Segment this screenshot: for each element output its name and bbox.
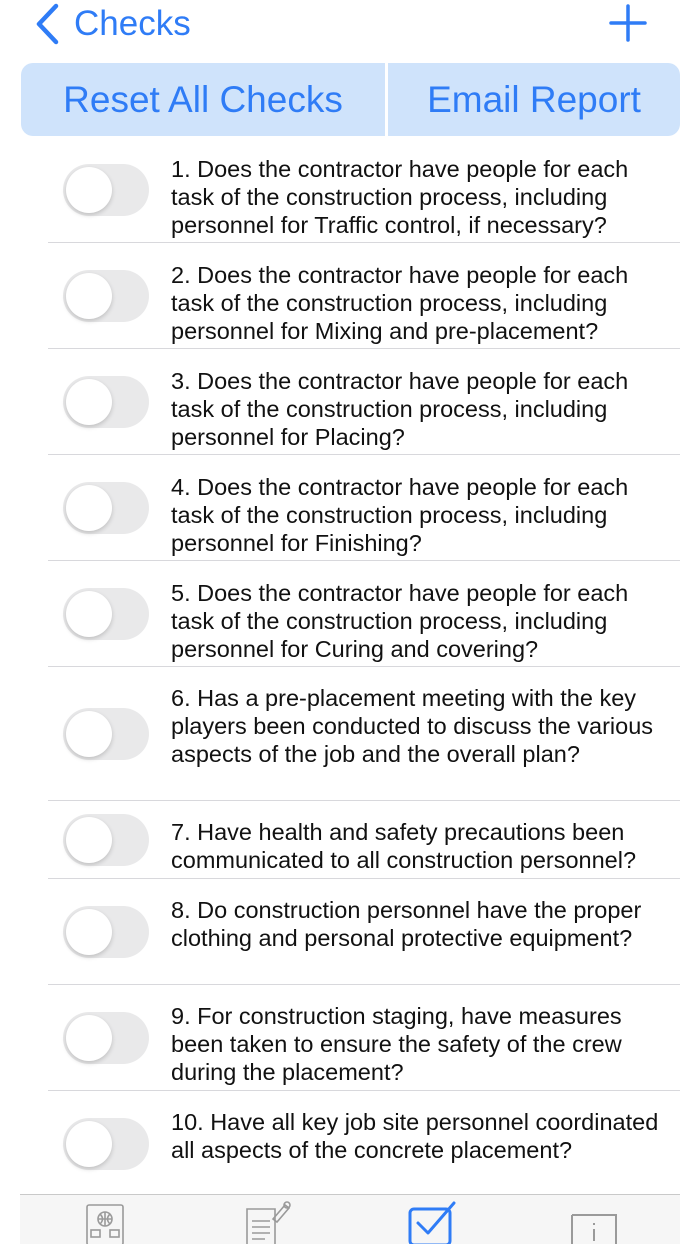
check-toggle[interactable] — [63, 906, 149, 958]
toggle-knob — [66, 711, 112, 757]
check-row — [0, 360, 700, 454]
check-row — [0, 466, 700, 560]
blueprint-icon — [87, 1205, 123, 1244]
toggle-knob — [66, 485, 112, 531]
tab-report[interactable] — [235, 1199, 295, 1244]
chevron-left-icon — [34, 3, 60, 45]
row-divider — [48, 666, 680, 667]
tab-info[interactable] — [562, 1199, 622, 1244]
check-question: 4. Does the contractor have people for each task of the construction process, including personnel for Finishing? — [171, 474, 629, 556]
toggle-knob — [66, 273, 112, 319]
report-edit-icon — [247, 1202, 290, 1244]
check-question: 6. Has a pre-placement meeting with the key players been conducted to discuss the various aspects of the job and the overall plan? — [171, 685, 654, 767]
check-toggle[interactable] — [63, 376, 149, 428]
toggle-knob — [66, 591, 112, 637]
add-icon[interactable] — [606, 2, 650, 44]
check-row — [0, 572, 700, 666]
row-divider — [48, 984, 680, 985]
info-icon — [572, 1215, 616, 1244]
check-toggle[interactable] — [63, 708, 149, 760]
toggle-knob — [66, 1121, 112, 1167]
row-divider — [48, 878, 680, 879]
toggle-knob — [66, 167, 112, 213]
check-question: 10. Have all key job site personnel coordinated all aspects of the concrete placement? — [171, 1109, 659, 1163]
check-toggle[interactable] — [63, 814, 149, 866]
row-divider — [48, 1090, 680, 1091]
toggle-knob — [66, 1015, 112, 1061]
check-row — [0, 812, 700, 878]
check-question: 5. Does the contractor have people for each task of the construction process, including personnel for Curing and covering? — [171, 580, 629, 662]
check-row — [0, 678, 700, 800]
reset-all-checks-button[interactable]: Reset All Checks — [21, 63, 385, 136]
check-row — [0, 996, 700, 1090]
check-question: 7. Have health and safety precautions been communicated to all construction personnel? — [171, 819, 637, 873]
check-toggle[interactable] — [63, 1118, 149, 1170]
toggle-knob — [66, 817, 112, 863]
row-divider — [48, 560, 680, 561]
check-row — [0, 254, 700, 348]
check-toggle[interactable] — [63, 482, 149, 534]
back-button[interactable] — [34, 2, 191, 46]
check-question: 9. For construction staging, have measures been taken to ensure the safety of the crew during the placement? — [171, 1003, 622, 1085]
check-toggle[interactable] — [63, 164, 149, 216]
check-row — [0, 890, 700, 984]
tab-blueprint[interactable] — [75, 1199, 135, 1244]
row-divider — [48, 348, 680, 349]
row-divider — [48, 454, 680, 455]
check-toggle[interactable] — [63, 588, 149, 640]
checkbox-icon — [410, 1203, 454, 1244]
check-row — [0, 1102, 700, 1196]
check-row — [0, 148, 700, 242]
row-divider — [48, 242, 680, 243]
tab-checks[interactable] — [402, 1199, 462, 1244]
check-question: 8. Do construction personnel have the proper clothing and personal protective equipment? — [171, 897, 642, 951]
toggle-knob — [66, 909, 112, 955]
check-question: 2. Does the contractor have people for each task of the construction process, including personnel for Mixing and pre-placement? — [171, 262, 629, 344]
check-question: 3. Does the contractor have people for each task of the construction process, including personnel for Placing? — [171, 368, 629, 450]
toggle-knob — [66, 379, 112, 425]
check-toggle[interactable] — [63, 270, 149, 322]
tab-bar — [20, 1194, 680, 1244]
navigation-bar — [0, 0, 700, 50]
check-question: 1. Does the contractor have people for each task of the construction process, including personnel for Traffic control, if necessary? — [171, 156, 629, 238]
check-toggle[interactable] — [63, 1012, 149, 1064]
row-divider — [48, 800, 680, 801]
back-label: Checks — [74, 4, 191, 43]
email-report-button[interactable]: Email Report — [388, 63, 680, 136]
